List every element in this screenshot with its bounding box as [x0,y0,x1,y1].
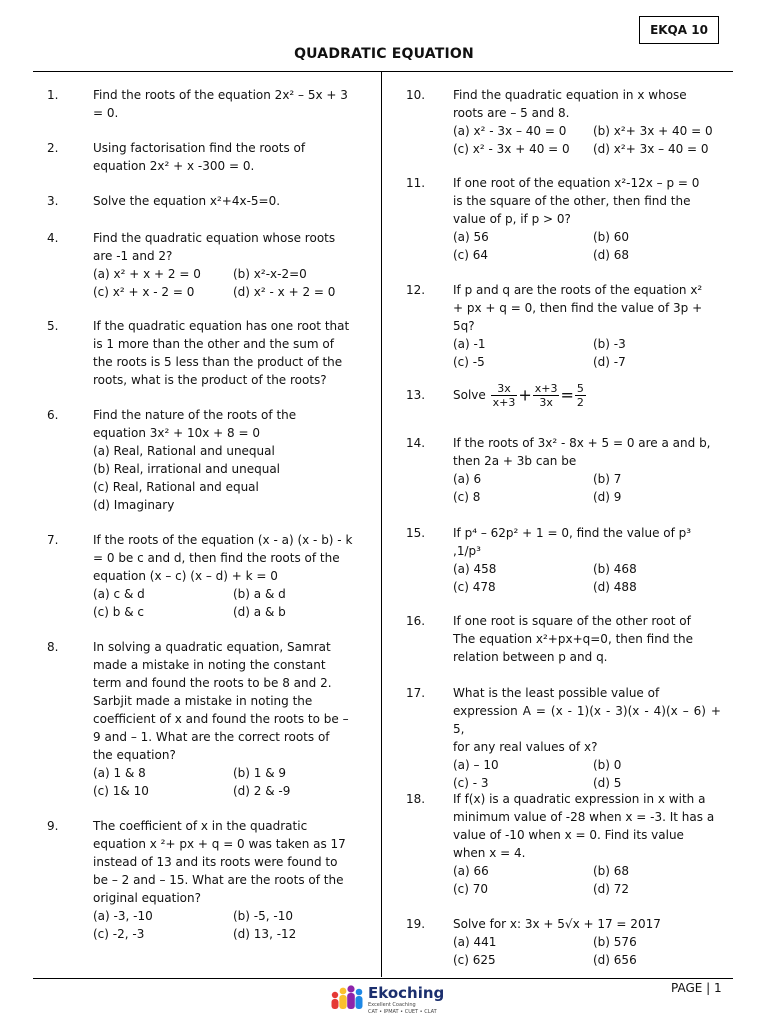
answer-option: (d) 488 [593,580,637,594]
question-number: 10. [406,88,426,102]
question-body [93,817,361,943]
question-number: 1. [47,88,59,102]
question-text [93,86,361,122]
answer-option: (c) 8 [453,490,481,504]
question-number: 13. [406,388,426,402]
answer-option: (a) 458 [453,562,497,576]
question-line: (b) Real, irrational and unequal [93,462,281,476]
equals-sign: = [560,385,574,405]
answer-option: (b) 7 [593,472,622,486]
question-text [453,684,721,756]
answer-option: (a) -3, -10 [93,909,153,923]
answer-option: (d) a & b [233,605,286,619]
answer-option: (b) 0 [593,758,622,772]
question-text [453,790,721,862]
question-body [453,684,721,792]
question-text [93,192,361,210]
question-number: 18. [406,792,426,806]
footer-rule [33,978,733,979]
question-line: Find the quadratic equation whose roots [93,231,336,245]
answer-options [453,862,721,898]
question-line: equation x ²+ px + q = 0 was taken as 17 [93,837,346,851]
numerator: 3x [491,382,518,396]
answer-option: (b) a & d [233,587,286,601]
answer-option: (b) x²+ 3x + 40 = 0 [593,124,713,138]
question-number: 2. [47,141,59,155]
answer-option: (a) 56 [453,230,489,244]
answer-option: (b) -3 [593,337,626,351]
question-body [93,317,361,389]
question-line: The coefficient of x in the quadratic [93,819,308,833]
question-text [93,317,361,389]
question-line: the roots is 5 less than the product of the [93,355,343,369]
question-line: roots are – 5 and 8. [453,106,570,120]
question-line: expression A = (x - 1)(x - 3)(x - 4)(x – 6) + 5, [453,704,721,736]
answer-option: (d) 656 [593,953,637,967]
answer-options [93,265,361,301]
question-line: be – 2 and – 15. What are the roots of the [93,873,344,887]
denominator: 2 [576,396,584,409]
question-body [93,531,361,621]
answer-option: (d) x² - x + 2 = 0 [233,285,336,299]
question-body [93,192,361,210]
question-line: Solve for x: 3x + 5√x + 17 = 2017 [453,917,661,931]
answer-options [93,764,361,800]
question-number: 16. [406,614,426,628]
answer-option: (b) 1 & 9 [233,766,287,780]
denominator: x+3 [492,396,516,409]
question-body [93,638,361,800]
numerator: 5 [576,382,584,395]
answer-options [453,228,721,264]
question-line: If the quadratic equation has one root that [93,319,350,333]
question-number: 19. [406,917,426,931]
question-body [453,524,721,596]
question-line: coefficient of x and found the roots to be – [93,712,349,726]
answer-option: (d) 72 [593,882,630,896]
question-line: equation 2x² + x -300 = 0. [93,159,255,173]
answer-option: (c) b & c [93,605,144,619]
question-text [453,174,721,228]
question-body [93,86,361,122]
question-line: is 1 more than the other and the sum of [93,337,334,351]
question-body [93,139,361,175]
document-code: EKQA 10 [650,23,708,37]
answer-option: (d) 13, -12 [233,927,297,941]
question-line: If one root is square of the other root of [453,614,691,628]
question-line: = 0. [93,106,119,120]
fraction [491,382,518,409]
fraction [533,382,560,409]
answer-option: (c) - 3 [453,776,489,790]
question-text [93,229,361,265]
question-number: 9. [47,819,59,833]
question-number: 5. [47,319,59,333]
question-line: (c) Real, Rational and equal [93,480,259,494]
question-line: are -1 and 2? [93,249,173,263]
logo-tagline: Excellent Coaching [368,1002,416,1008]
answer-option: (d) 68 [593,248,630,262]
answer-option: (a) 441 [453,935,497,949]
question-line: then 2a + 3b can be [453,454,577,468]
question-line: Find the quadratic equation in x whose [453,88,687,102]
fraction [575,382,586,409]
question-line: minimum value of -28 when x = -3. It has a [453,810,715,824]
answer-options [93,907,361,943]
question-number: 14. [406,436,426,450]
denominator: 3x [539,396,553,409]
question-number: 7. [47,533,59,547]
answer-options [453,122,721,158]
column-divider [381,72,382,977]
answer-option: (c) -5 [453,355,485,369]
question-text [453,382,721,409]
answer-option: (a) 6 [453,472,482,486]
logo-wordmark: Ekoching [368,984,445,1002]
question-line: In solving a quadratic equation, Samrat [93,640,331,654]
question-line: the equation? [93,748,176,762]
question-text [93,531,361,585]
answer-option: (a) 66 [453,864,489,878]
question-body [93,406,361,514]
answer-option: (d) 9 [593,490,622,504]
answer-option: (c) 625 [453,953,496,967]
question-line: term and found the roots to be 8 and 2. [93,676,332,690]
question-line: (a) Real, Rational and unequal [93,444,275,458]
question-line: roots, what is the product of the roots? [93,373,327,387]
question-line: (d) Imaginary [93,498,175,512]
answer-option: (d) x²+ 3x – 40 = 0 [593,142,709,156]
page-number: PAGE | 1 [671,981,722,995]
question-body [93,229,361,301]
question-body [453,281,721,371]
answer-option: (c) 70 [453,882,489,896]
answer-option: (d) 2 & -9 [233,784,291,798]
answer-option: (a) c & d [93,587,145,601]
answer-option: (d) -7 [593,355,626,369]
question-line: made a mistake in noting the constant [93,658,326,672]
question-body [453,612,721,666]
question-number: 12. [406,283,426,297]
answer-options [453,470,721,506]
question-text [453,524,721,560]
question-line: when x = 4. [453,846,526,860]
question-number: 17. [406,686,426,700]
question-line: value of -10 when x = 0. Find its value [453,828,684,842]
question-line: instead of 13 and its roots were found to [93,855,338,869]
question-line: 9 and – 1. What are the correct roots of [93,730,330,744]
answer-option: (b) -5, -10 [233,909,293,923]
question-line: Find the nature of the roots of the [93,408,297,422]
answer-option: (a) – 10 [453,758,499,772]
question-text [453,915,721,933]
question-line: If f(x) is a quadratic expression in x with a [453,792,706,806]
question-body [453,382,721,409]
question-line: If the roots of the equation (x - a) (x - b) - k [93,533,353,547]
document-code-box [639,16,719,44]
answer-options [453,335,721,371]
solve-label: Solve [453,388,486,402]
question-line: 5q? [453,319,475,333]
answer-option: (b) 468 [593,562,637,576]
page-title: QUADRATIC EQUATION [294,46,474,62]
question-line: + px + q = 0, then find the value of 3p + [453,301,703,315]
answer-option: (a) 1 & 8 [93,766,146,780]
question-line: If p and q are the roots of the equation x² [453,283,703,297]
question-body [453,915,721,969]
answer-options [453,933,721,969]
question-number: 8. [47,640,59,654]
question-number: 15. [406,526,426,540]
question-text [453,434,721,470]
question-line: If the roots of 3x² - 8x + 5 = 0 are a and b, [453,436,711,450]
question-line: If p⁴ – 62p² + 1 = 0, find the value of p³ [453,526,692,540]
answer-option: (c) x² + x - 2 = 0 [93,285,195,299]
answer-option: (b) x²-x-2=0 [233,267,307,281]
question-line: Find the roots of the equation 2x² – 5x + 3 [93,88,348,102]
question-line: Solve the equation x²+4x-5=0. [93,194,281,208]
answer-option: (c) -2, -3 [93,927,145,941]
question-text [93,406,361,514]
question-line: The equation x²+px+q=0, then find the [453,632,693,646]
question-line: original equation? [93,891,201,905]
answer-option: (b) 60 [593,230,630,244]
question-line: equation (x – c) (x – d) + k = 0 [93,569,278,583]
plus-sign: + [518,385,532,405]
ekoching-logo [330,984,450,1018]
question-text [93,817,361,907]
question-number: 4. [47,231,59,245]
question-body [453,434,721,506]
question-line: Using factorisation find the roots of [93,141,306,155]
question-line: Sarbjit made a mistake in noting the [93,694,313,708]
logo-people-icon [330,984,366,1016]
question-text [453,612,721,666]
question-line: value of p, if p > 0? [453,212,571,226]
question-line: relation between p and q. [453,650,608,664]
header-rule [33,71,733,72]
question-line: What is the least possible value of [453,686,660,700]
question-body [453,790,721,898]
answer-option: (a) x² + x + 2 = 0 [93,267,201,281]
answer-option: (a) x² - 3x – 40 = 0 [453,124,567,138]
question-number: 3. [47,194,59,208]
question-text [93,638,361,764]
question-line: ,1/p³ [453,544,481,558]
answer-option: (b) 576 [593,935,637,949]
question-body [453,86,721,158]
answer-option: (a) -1 [453,337,486,351]
answer-options [93,585,361,621]
answer-option: (c) 478 [453,580,496,594]
question-text [453,86,721,122]
answer-option: (b) 68 [593,864,630,878]
answer-options [453,756,721,792]
answer-option: (d) 5 [593,776,622,790]
question-line: If one root of the equation x²-12x – p = 0 [453,176,700,190]
answer-option: (c) 1& 10 [93,784,149,798]
answer-options [453,560,721,596]
question-body [453,174,721,264]
question-line: is the square of the other, then find the [453,194,691,208]
question-number: 6. [47,408,59,422]
answer-option: (c) x² - 3x + 40 = 0 [453,142,570,156]
numerator: x+3 [534,382,558,395]
question-line: equation 3x² + 10x + 8 = 0 [93,426,260,440]
question-text [93,139,361,175]
question-text [453,281,721,335]
question-number: 11. [406,176,426,190]
answer-option: (c) 64 [453,248,489,262]
logo-exams: CAT • IPMAT • CUET • CLAT [368,1009,437,1015]
question-line: = 0 be c and d, then find the roots of the [93,551,340,565]
question-line: for any real values of x? [453,740,598,754]
